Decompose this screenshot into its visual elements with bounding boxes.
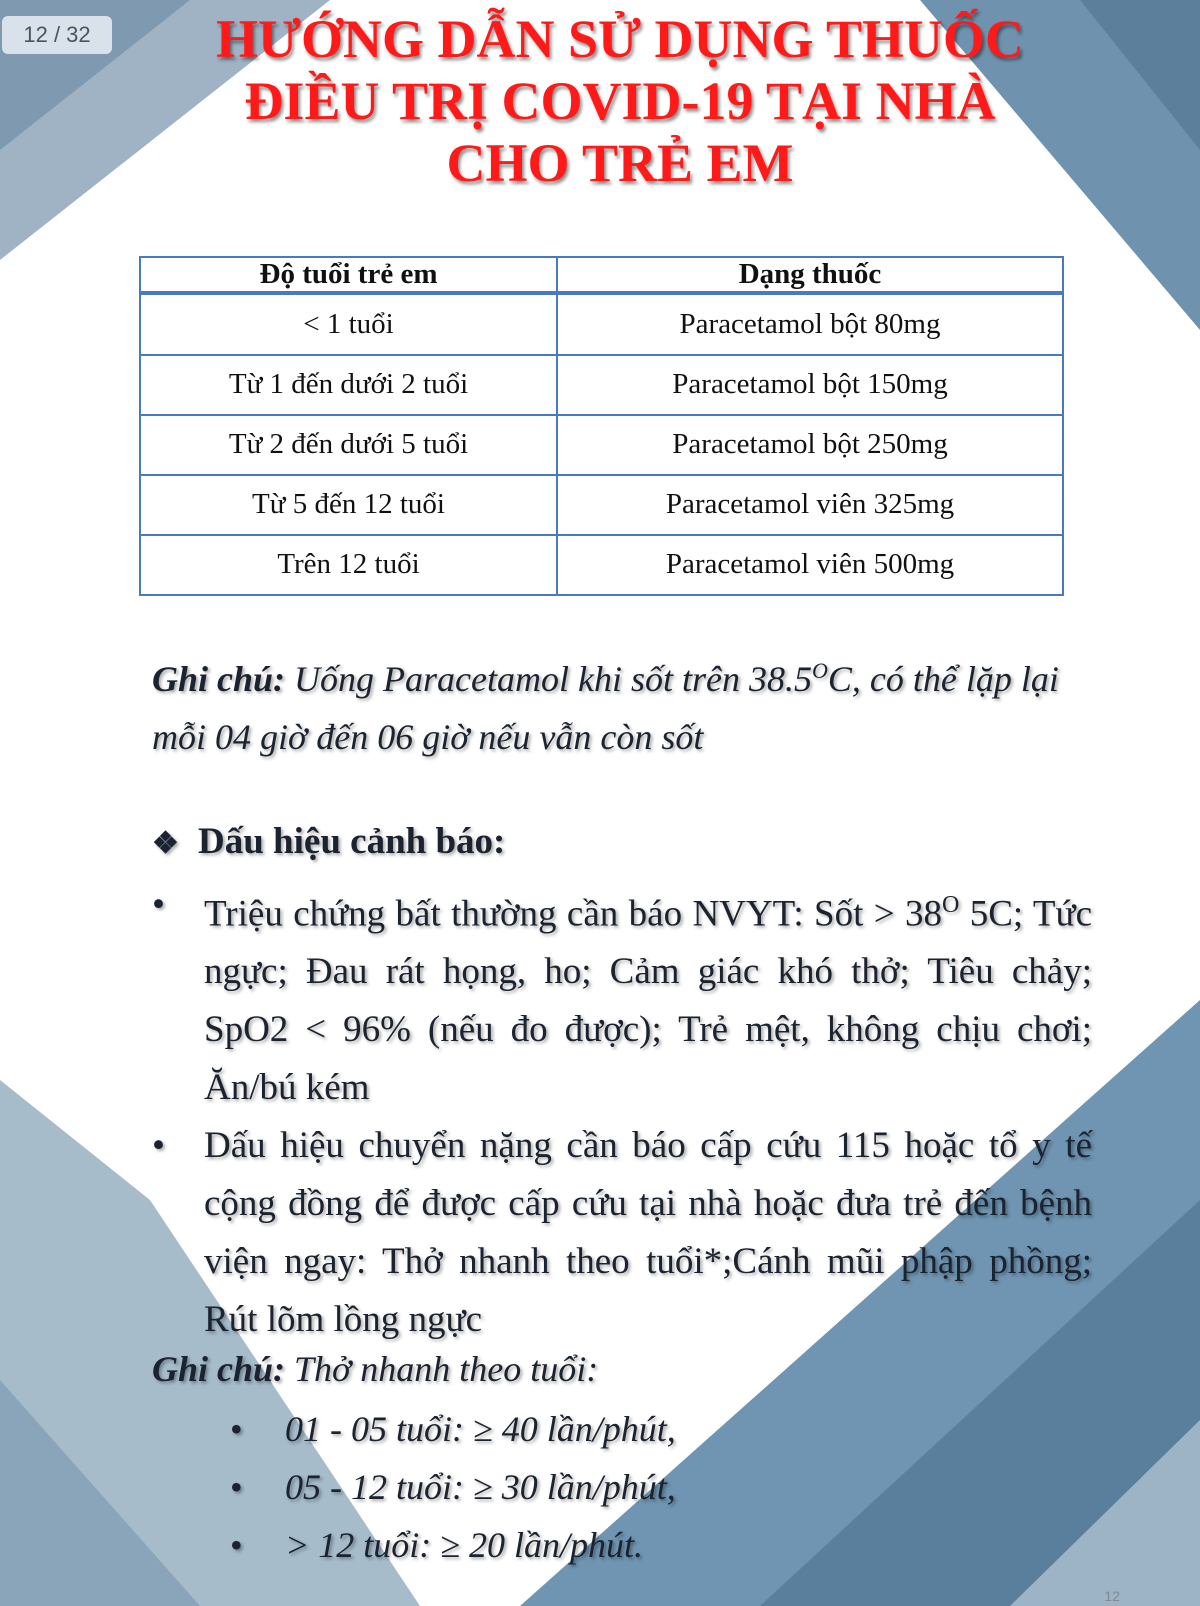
rate-text: 05 - 12 tuổi: ≥ 30 lần/phút, bbox=[285, 1467, 676, 1507]
cell-form: Paracetamol bột 80mg bbox=[557, 293, 1063, 355]
page-counter: 12 / 32 bbox=[2, 16, 112, 54]
list-item bbox=[230, 1458, 676, 1516]
cell-age: Từ 1 đến dưới 2 tuổi bbox=[140, 355, 557, 415]
bullet-icon: • bbox=[152, 1125, 165, 1167]
fever-note-text: Uống Paracetamol khi sốt trên 38.5 bbox=[285, 659, 812, 699]
breathing-note bbox=[152, 1340, 598, 1398]
bullet-icon: • bbox=[230, 1525, 243, 1565]
bullet-icon: • bbox=[230, 1409, 243, 1449]
warning-item-2-text: Dấu hiệu chuyển nặng cần báo cấp cứu 115 hoặc tổ y tế cộng đồng để được cấp cứu tại nhà hoặc đưa trẻ đến bệnh viện ngay: Thở nhanh theo tuổi*;Cánh mũi phập phồng; Rút lõm lồng ngực bbox=[204, 1125, 1092, 1341]
bullet-icon: • bbox=[230, 1467, 243, 1507]
cell-form: Paracetamol viên 325mg bbox=[557, 475, 1063, 535]
warning-item-1-text-end: 5C; Tức ngực; Đau rát họng, ho; Cảm giác khó thở; Tiêu chảy; SpO2 < 96% (nếu đo được); Trẻ mệt, không chịu chơi; Ăn/bú kém bbox=[204, 893, 1093, 1109]
fever-note-label: Ghi chú: bbox=[152, 659, 286, 699]
warning-item-1-text: Triệu chứng bất thường cần báo NVYT: Sốt > 38 bbox=[204, 893, 943, 935]
warning-heading-text: Dấu hiệu cảnh báo: bbox=[198, 821, 506, 862]
fever-note-text-end: C, có thể lặp lại mỗi 04 giờ đến 06 giờ nếu vẫn còn sốt bbox=[152, 659, 1059, 757]
table-row bbox=[140, 415, 1063, 475]
header-age: Độ tuổi trẻ em bbox=[140, 257, 557, 293]
breathing-rate-list bbox=[230, 1400, 676, 1574]
list-item bbox=[152, 876, 1092, 1117]
bullet-icon: • bbox=[152, 884, 165, 925]
warning-heading bbox=[152, 820, 505, 863]
page-title bbox=[130, 8, 1110, 194]
cell-form: Paracetamol bột 250mg bbox=[557, 415, 1063, 475]
cell-age: < 1 tuổi bbox=[140, 293, 557, 355]
rate-text: 01 - 05 tuổi: ≥ 40 lần/phút, bbox=[285, 1409, 676, 1449]
cell-form: Paracetamol bột 150mg bbox=[557, 355, 1063, 415]
table-header-row bbox=[140, 257, 1063, 293]
breathing-note-text: Thở nhanh theo tuổi: bbox=[285, 1349, 599, 1389]
header-form: Dạng thuốc bbox=[557, 257, 1063, 293]
cell-age: Từ 5 đến 12 tuổi bbox=[140, 475, 557, 535]
diamond-bullet-icon: ❖ bbox=[152, 827, 179, 860]
cell-form: Paracetamol viên 500mg bbox=[557, 535, 1063, 595]
degree-superscript: O bbox=[811, 658, 828, 683]
table-row bbox=[140, 293, 1063, 355]
fever-note bbox=[152, 642, 1102, 766]
slide-number: 12 bbox=[1104, 1588, 1120, 1604]
degree-superscript: O bbox=[942, 892, 960, 918]
table-row bbox=[140, 355, 1063, 415]
cell-age: Từ 2 đến dưới 5 tuổi bbox=[140, 415, 557, 475]
title-line-3: CHO TRẺ EM bbox=[446, 133, 794, 193]
rate-text: > 12 tuổi: ≥ 20 lần/phút. bbox=[285, 1525, 644, 1565]
cell-age: Trên 12 tuổi bbox=[140, 535, 557, 595]
table-row bbox=[140, 475, 1063, 535]
title-line-1: HƯỚNG DẪN SỬ DỤNG THUỐC bbox=[215, 9, 1025, 69]
list-item bbox=[230, 1400, 676, 1458]
warning-list bbox=[152, 876, 1092, 1349]
table-row bbox=[140, 535, 1063, 595]
dosage-table bbox=[139, 256, 1064, 596]
breathing-note-label: Ghi chú: bbox=[152, 1349, 286, 1389]
title-line-2: ĐIỀU TRỊ COVID-19 TẠI NHÀ bbox=[244, 71, 996, 131]
list-item bbox=[230, 1516, 676, 1574]
list-item bbox=[152, 1117, 1092, 1349]
